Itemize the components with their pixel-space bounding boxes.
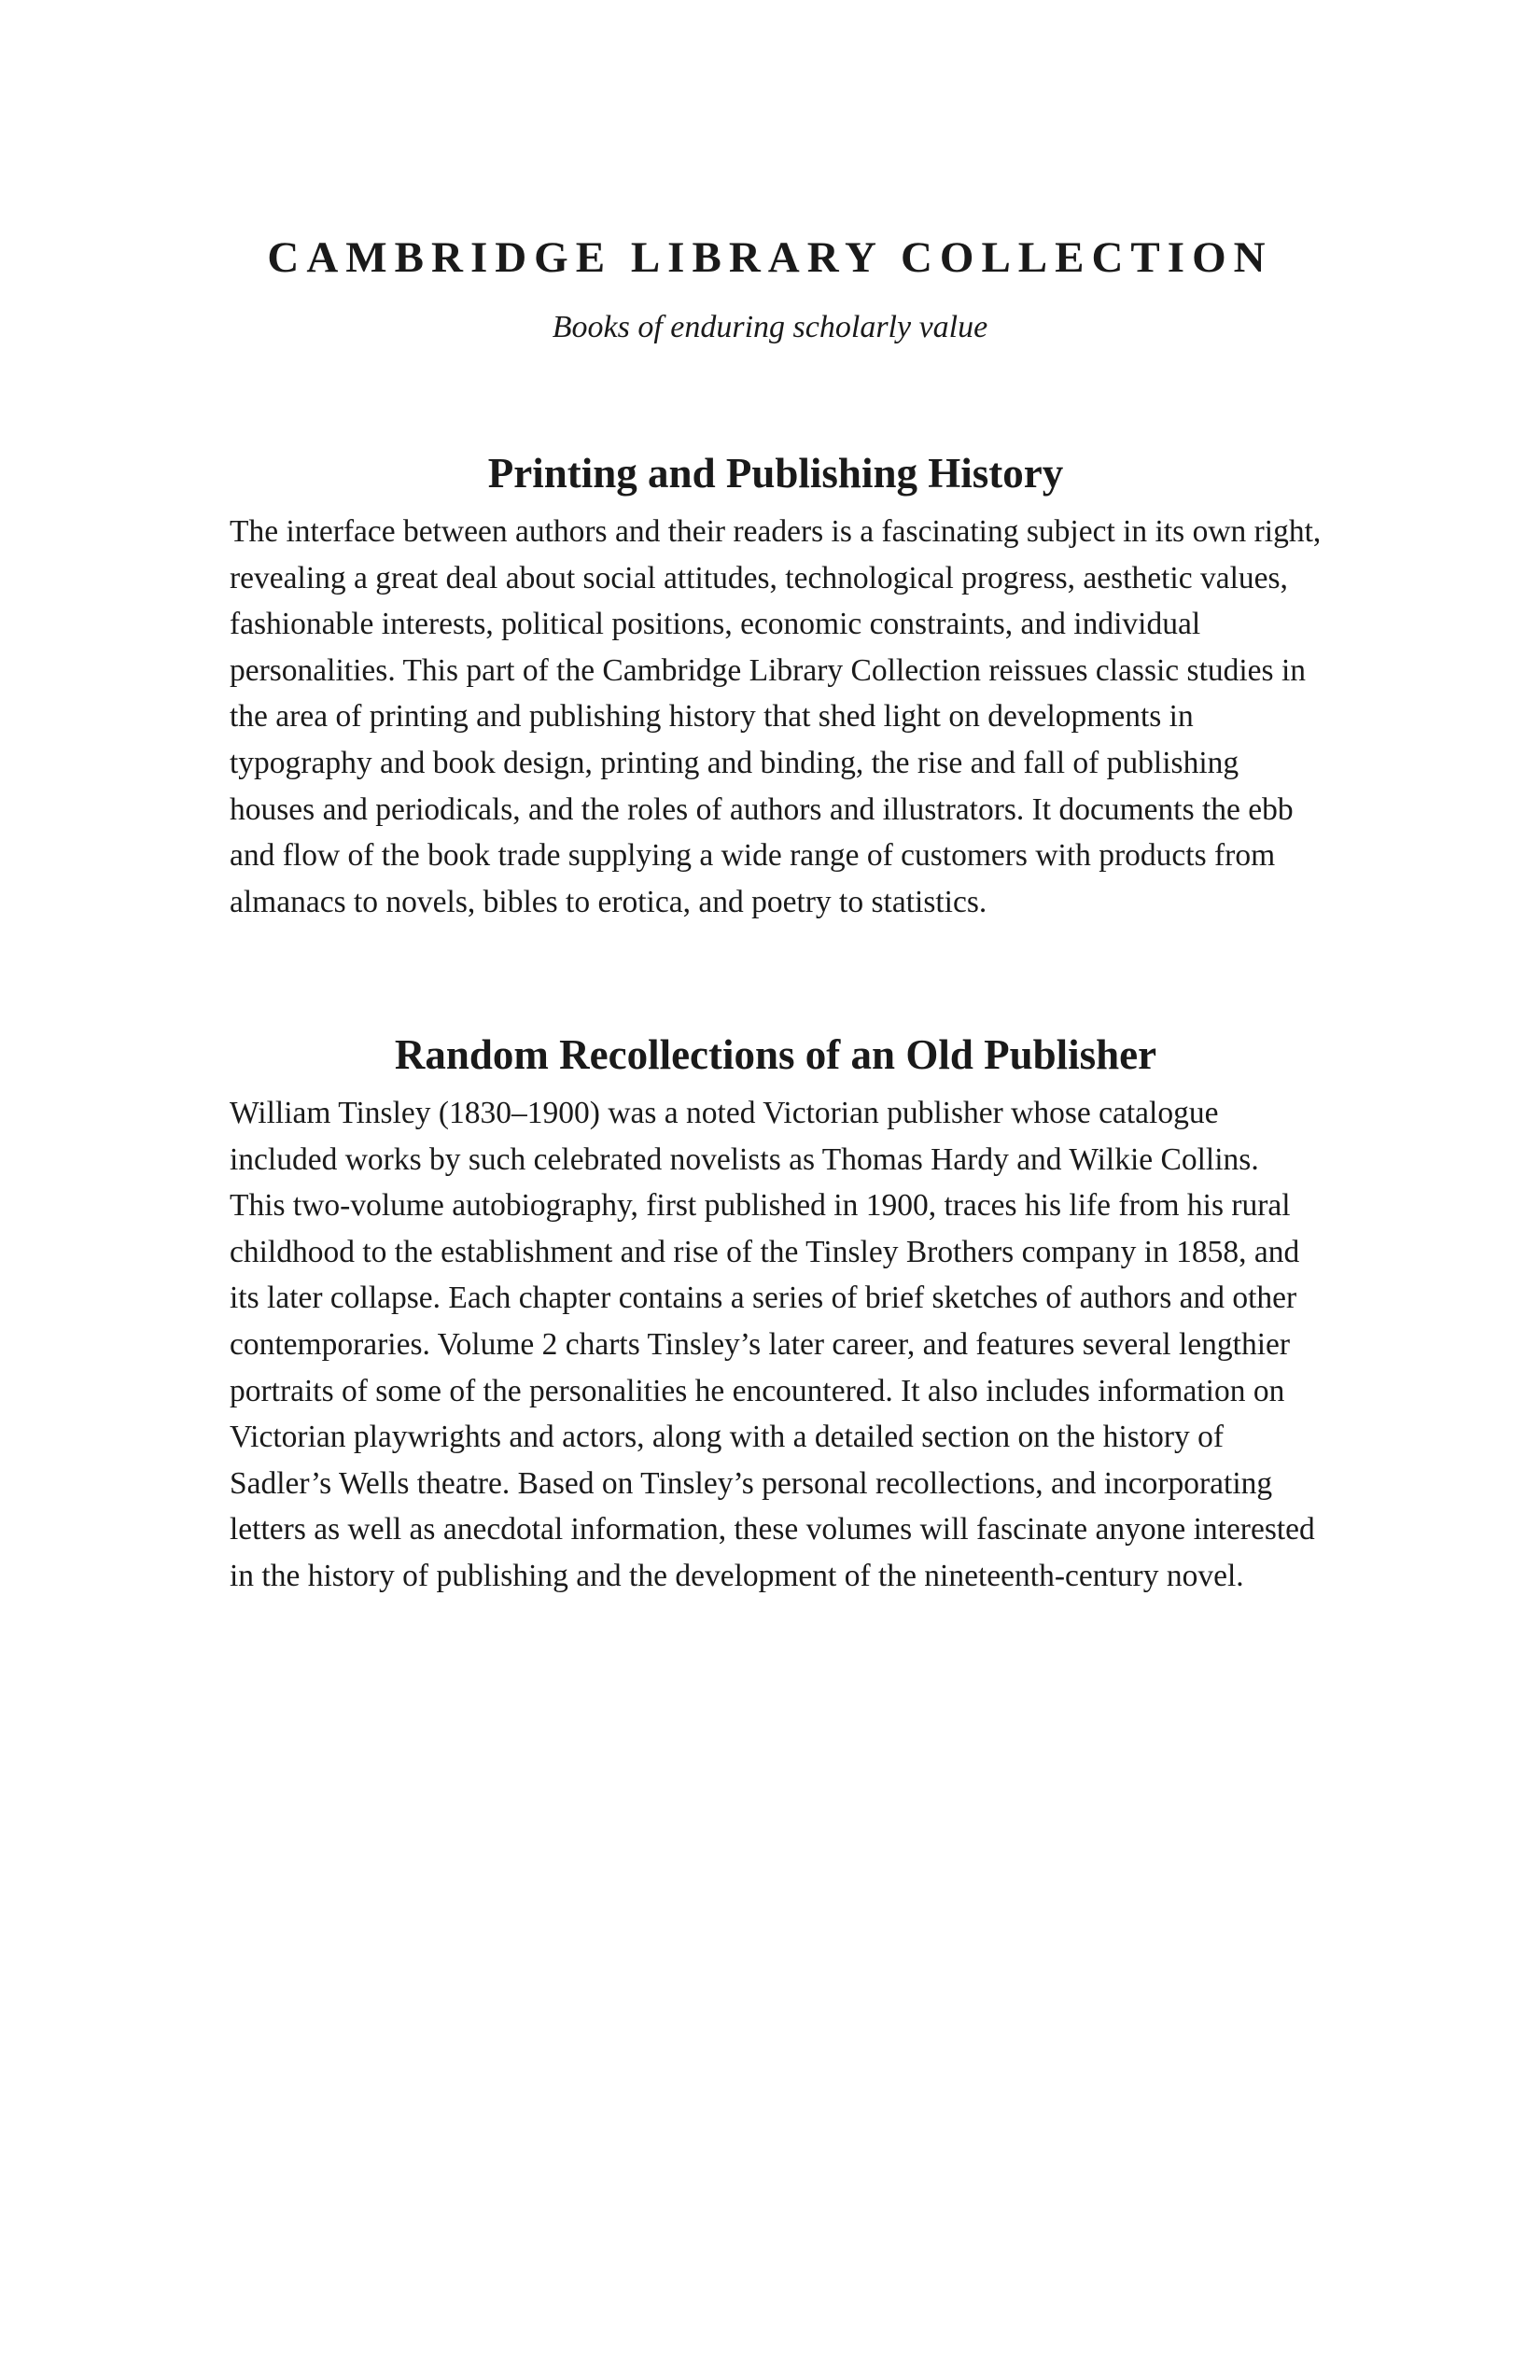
series-title: CAMBRIDGE LIBRARY COLLECTION: [267, 233, 1273, 282]
series-subtitle: Books of enduring scholarly value: [552, 310, 988, 344]
section-body: The interface between authors and their readers is a fascinating subject in its own right, revealing a great deal about social attitudes, technological progress, aesthetic values, fashionable interests, political positions, economic constraints, and individual personalities. This part of the Cambridge Library Collection reissues classic studies in the area of printing and publishing history that shed light on developments in typography and book design, printing and binding, the rise and fall of publishing houses and periodicals, and the roles of authors and illustrators. It documents the ebb and flow of the book trade supplying a wide range of customers with products from almanacs to novels, bibles to erotica, and poetry to statistics.: [230, 514, 1322, 919]
section-random-recollections: [230, 1027, 1322, 1600]
section-heading: Printing and Publishing History: [487, 450, 1064, 497]
section-heading: Random Recollections of an Old Publisher: [394, 1031, 1157, 1078]
section-printing-publishing-history: [230, 445, 1322, 925]
section-body: William Tinsley (1830–1900) was a noted Victorian publisher whose catalogue included works by such celebrated novelists as Thomas Hardy and Wilkie Collins. This two-volume autobiography, first published in 1900, traces his life from his rural childhood to the establishment and rise of the Tinsley Brothers company in 1858, and its later collapse. Each chapter contains a series of brief sketches of authors and other contemporaries. Volume 2 charts Tinsley’s later career, and features several lengthier portraits of some of the personalities he encountered. It also includes information on Victorian playwrights and actors, along with a detailed section on the history of Sadler’s Wells theatre. Based on Tinsley’s personal recollections, and incorporating letters as well as anecdotal information, these volumes will fascinate anyone interested in the history of publishing and the development of the nineteenth-century novel.: [230, 1096, 1315, 1593]
